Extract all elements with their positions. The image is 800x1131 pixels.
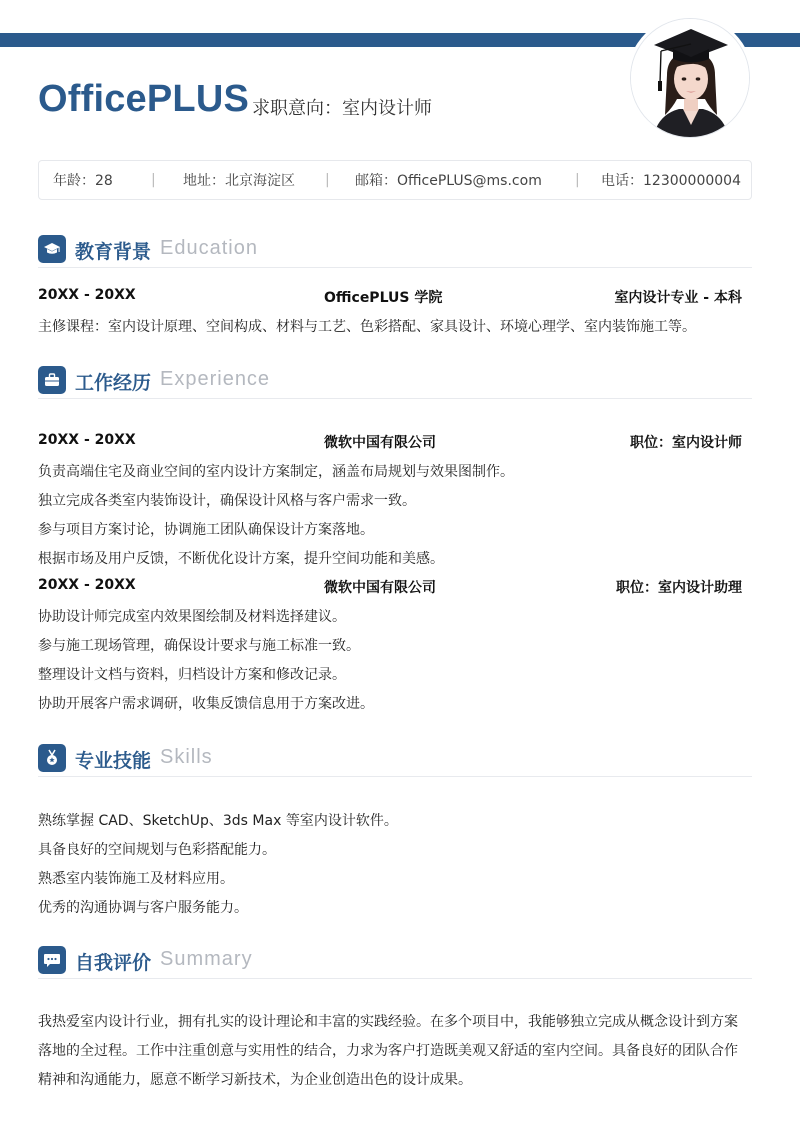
chat-bubble-icon [38, 946, 66, 974]
job-row [38, 577, 742, 597]
section-title: 教育背景 [75, 241, 152, 263]
section-title: 自我评价 [75, 952, 152, 974]
summary-line: 落地的全过程。工作中注重创意与实用性的结合，力求为客户打造既美观又舒适的室内空间。具备良好的团队合作 [38, 1043, 738, 1059]
section-title-en: Summary [160, 948, 253, 970]
section-title-en: Education [160, 237, 258, 259]
graduation-cap-icon [38, 235, 66, 263]
experience-section-header [38, 364, 752, 398]
skill-item: 具备良好的空间规划与色彩搭配能力。 [38, 842, 276, 858]
duty-item: 参与项目方案讨论，协调施工团队确保设计方案落地。 [38, 522, 374, 538]
section-divider [38, 267, 752, 268]
job-position: 职位：室内设计助理 [616, 580, 742, 596]
education-row [38, 287, 742, 307]
info-separator: | [325, 172, 330, 188]
email-text: 邮箱：OfficePLUS@ms.com [355, 173, 542, 189]
job-period: 20XX - 20XX [38, 432, 136, 448]
job-position: 职位：室内设计师 [630, 435, 742, 451]
section-title: 工作经历 [75, 372, 152, 394]
summary-line: 我热爱室内设计行业，拥有扎实的设计理论和丰富的实践经验。在多个项目中，我能够独立完成从概念设计到方案 [38, 1014, 738, 1030]
age-text: 年龄：28 [53, 173, 113, 189]
summary-section-header [38, 944, 752, 978]
skill-item: 优秀的沟通协调与客户服务能力。 [38, 900, 248, 916]
duty-item: 协助开展客户需求调研，收集反馈信息用于方案改进。 [38, 696, 374, 712]
school-name: OfficePLUS 学院 [324, 290, 443, 306]
phone-text: 电话：12300000004 [601, 173, 741, 189]
profile-photo [630, 18, 750, 138]
info-separator: | [151, 172, 156, 188]
skills-section-header [38, 742, 752, 776]
duty-item: 协助设计师完成室内效果图绘制及材料选择建议。 [38, 609, 346, 625]
address-text: 地址：北京海淀区 [183, 173, 295, 189]
section-divider [38, 398, 752, 399]
education-section-header [38, 233, 752, 267]
company-name: 微软中国有限公司 [324, 435, 436, 451]
section-title-en: Skills [160, 746, 213, 768]
courses-text: 主修课程：室内设计原理、空间构成、材料与工艺、色彩搭配、家具设计、环境心理学、室内装饰施工等。 [38, 319, 696, 335]
section-title-en: Experience [160, 368, 271, 390]
duty-item: 独立完成各类室内装饰设计，确保设计风格与客户需求一致。 [38, 493, 416, 509]
job-row [38, 432, 742, 452]
skill-item: 熟悉室内装饰施工及材料应用。 [38, 871, 234, 887]
section-divider [38, 776, 752, 777]
info-separator: | [575, 172, 580, 188]
job-period: 20XX - 20XX [38, 577, 136, 593]
duty-item: 根据市场及用户反馈，不断优化设计方案，提升空间功能和美感。 [38, 551, 444, 567]
duty-item: 参与施工现场管理，确保设计要求与施工标准一致。 [38, 638, 360, 654]
major-degree: 室内设计专业 - 本科 [614, 290, 742, 306]
name-title: OfficePLUS [38, 78, 250, 120]
graduate-portrait-icon [631, 19, 750, 138]
contact-info-bar [38, 160, 752, 200]
duty-item: 整理设计文档与资料，归档设计方案和修改记录。 [38, 667, 346, 683]
company-name: 微软中国有限公司 [324, 580, 436, 596]
medal-icon [38, 744, 66, 772]
section-title: 专业技能 [75, 750, 152, 772]
summary-paragraph [38, 1008, 752, 1095]
briefcase-icon [38, 366, 66, 394]
education-period: 20XX - 20XX [38, 287, 136, 303]
summary-line: 精神和沟通能力，愿意不断学习新技术，为企业创造出色的设计成果。 [38, 1072, 472, 1088]
job-intent: 求职意向：室内设计师 [252, 98, 432, 119]
section-divider [38, 978, 752, 979]
duty-item: 负责高端住宅及商业空间的室内设计方案制定，涵盖布局规划与效果图制作。 [38, 464, 514, 480]
skill-item: 熟练掌握 CAD、SketchUp、3ds Max 等室内设计软件。 [38, 813, 398, 829]
